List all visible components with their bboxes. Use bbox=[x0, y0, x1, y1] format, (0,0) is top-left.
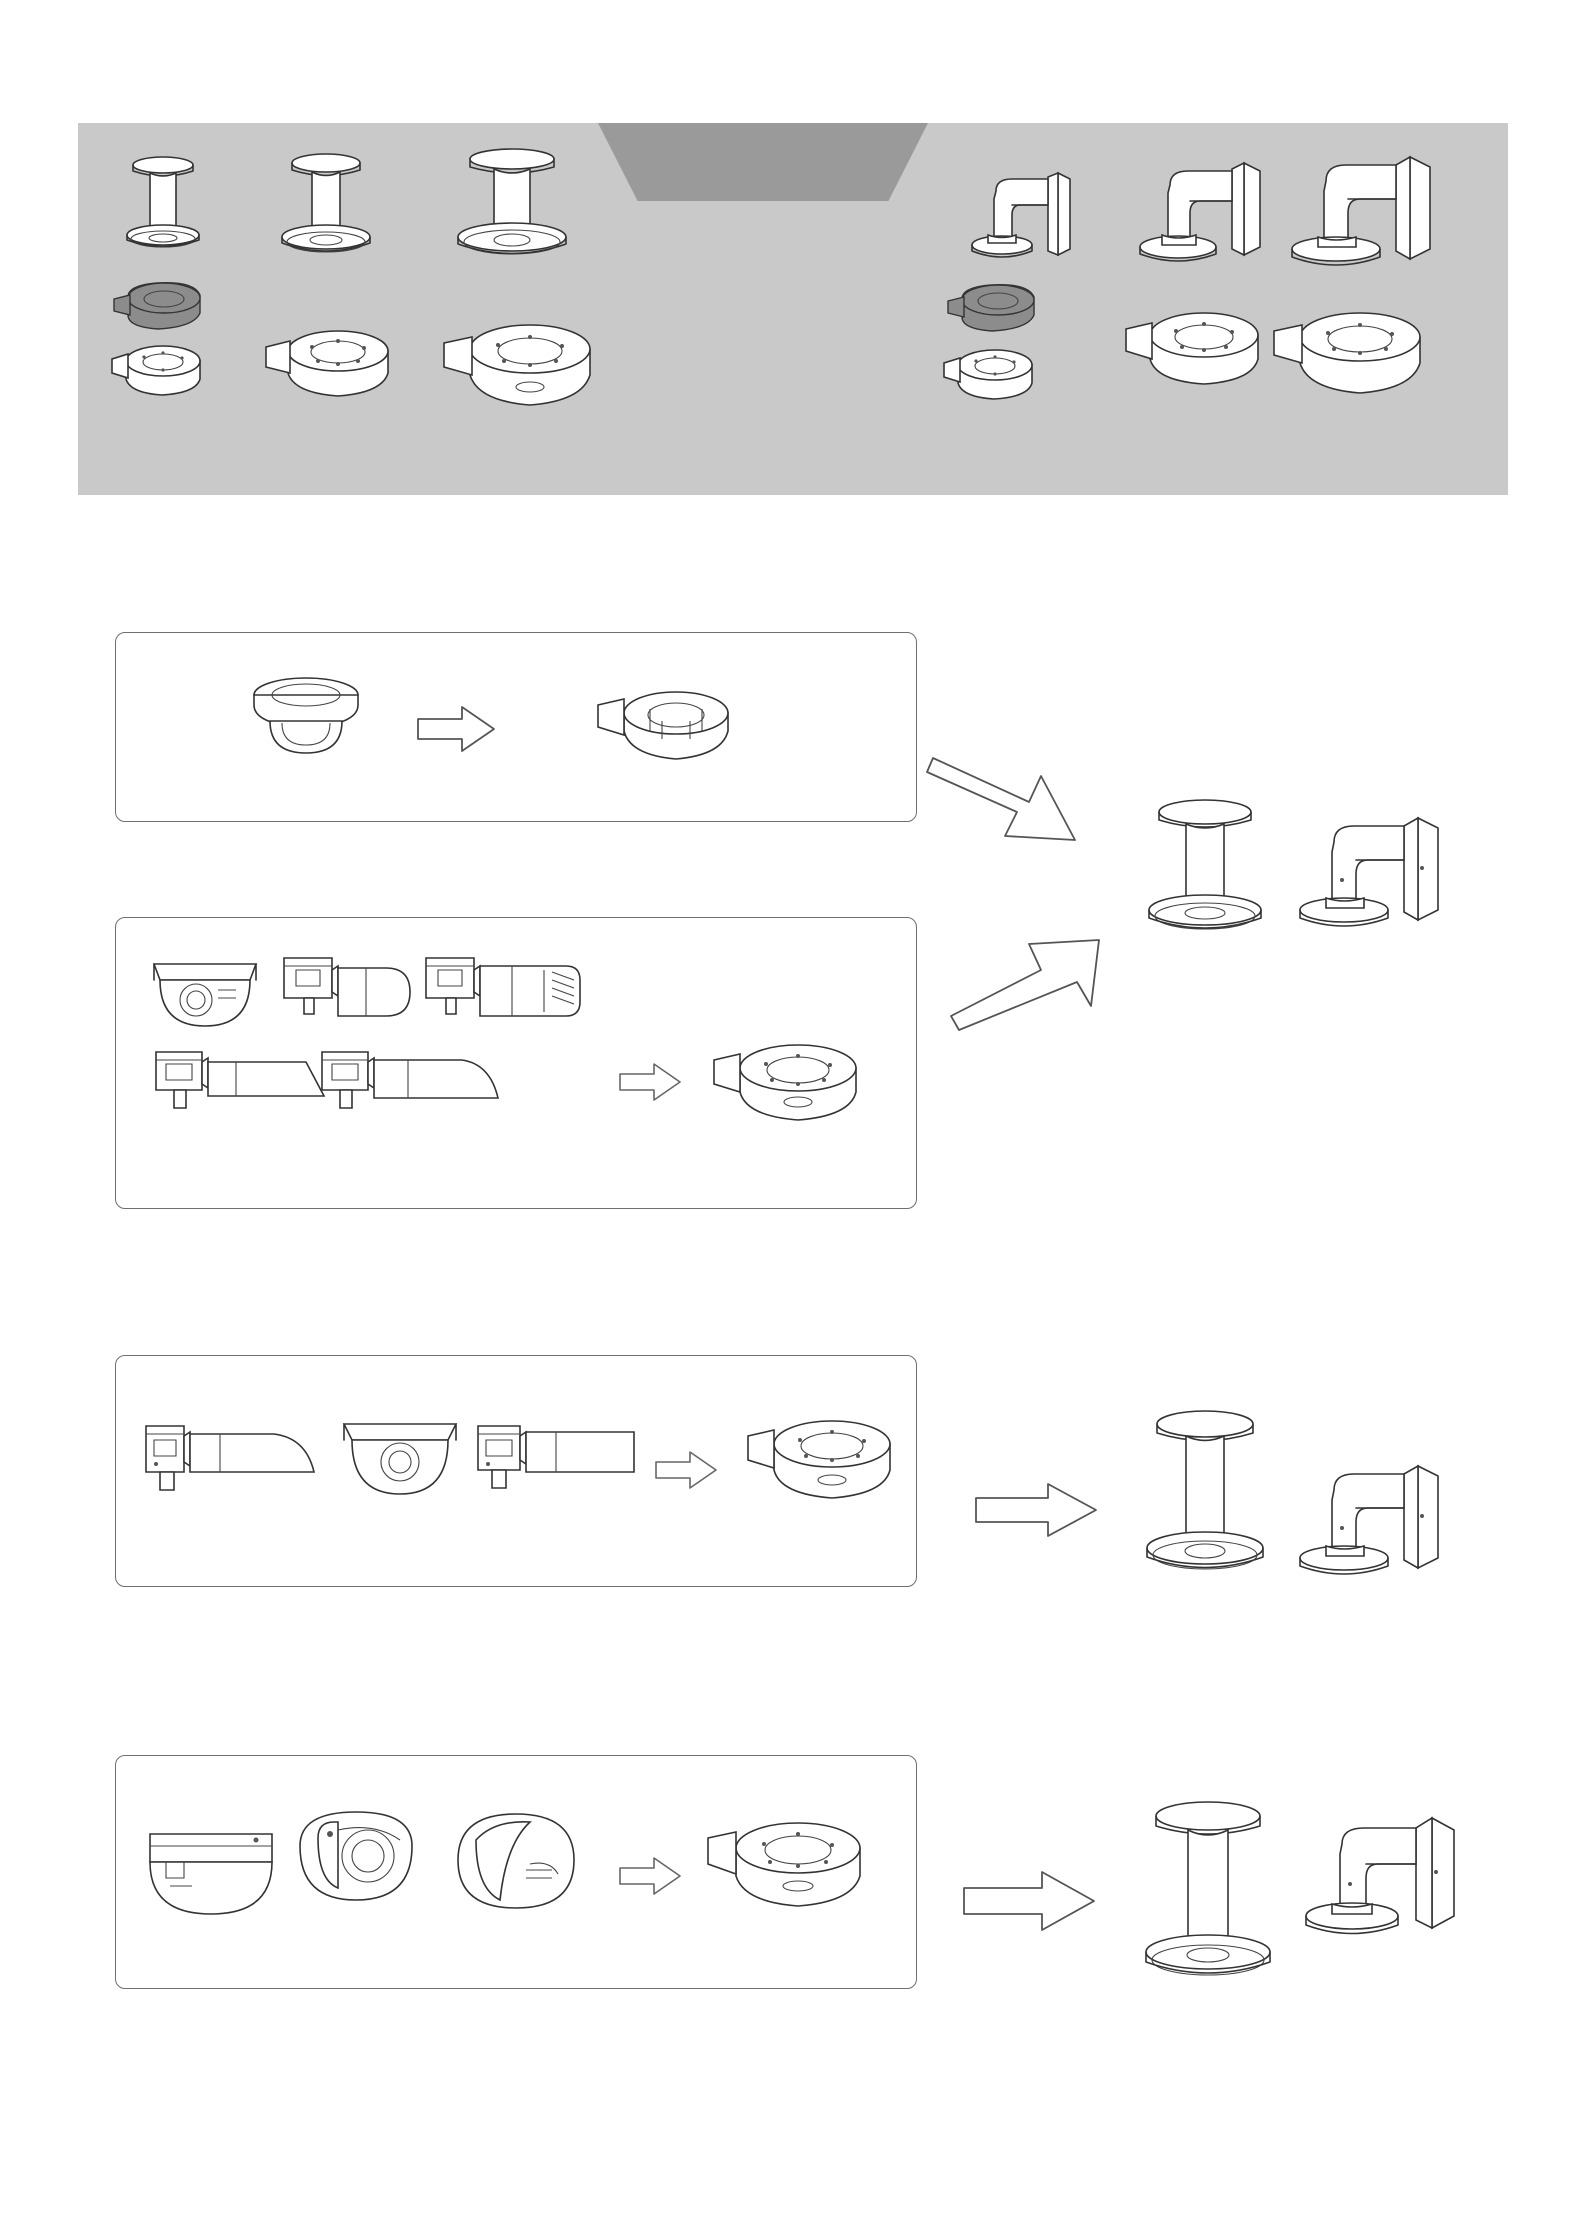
camera-dome-bracket bbox=[330, 1404, 470, 1514]
junction-box-small-angled bbox=[106, 275, 216, 345]
arrow-to-mounts-up-right-2 bbox=[945, 920, 1125, 1040]
wall-mount-large bbox=[1274, 149, 1454, 279]
arrow-to-mounts-down-right-1 bbox=[925, 740, 1105, 860]
arrow-to-junction-box-4 bbox=[616, 1854, 686, 1898]
junction-box-small-angled-2 bbox=[940, 277, 1050, 347]
camera-mini-dome bbox=[226, 661, 386, 771]
pendant-mount-medium-row3 bbox=[1120, 1400, 1290, 1610]
panel-bullet-and-dome bbox=[115, 1355, 917, 1587]
camera-bullet-box-2 bbox=[468, 1410, 648, 1520]
camera-bullet-box bbox=[416, 940, 596, 1040]
arrow-to-junction-box-2 bbox=[616, 1060, 686, 1104]
arrow-to-junction-box-1 bbox=[414, 703, 500, 755]
camera-bullet-round bbox=[274, 940, 424, 1040]
junction-box-medium bbox=[258, 319, 408, 409]
panel-dome-cameras bbox=[115, 1755, 917, 1989]
junction-box-medium-result bbox=[702, 1028, 882, 1138]
arrow-to-junction-box-3 bbox=[652, 1448, 722, 1492]
junction-box-small-2 bbox=[936, 341, 1046, 409]
panel-bullet-cameras bbox=[115, 917, 917, 1209]
camera-bullet-curved bbox=[312, 1036, 512, 1146]
junction-box-large bbox=[436, 311, 616, 421]
junction-box-medium-2 bbox=[1118, 301, 1278, 401]
wall-mount-small-row1 bbox=[1282, 810, 1462, 940]
wall-mount-medium-row3 bbox=[1282, 1458, 1462, 1588]
panel-mini-dome bbox=[115, 632, 917, 822]
pendant-mount-small bbox=[98, 143, 228, 283]
junction-box-large-result bbox=[696, 1802, 886, 1932]
camera-flat-dome bbox=[136, 1816, 286, 1926]
pendant-mount-large bbox=[432, 141, 592, 291]
arrow-to-mounts-right-4 bbox=[960, 1868, 1100, 1934]
wall-mount-medium bbox=[1120, 155, 1280, 275]
pendant-mount-small-row1 bbox=[1120, 790, 1290, 970]
wall-mount-small bbox=[950, 165, 1090, 275]
camera-turret-dome bbox=[434, 1804, 594, 1924]
banner-notch bbox=[598, 123, 928, 201]
pendant-mount-medium bbox=[256, 145, 396, 285]
junction-box-large-2 bbox=[1266, 299, 1446, 409]
junction-box-small-result bbox=[584, 669, 754, 779]
camera-vandal-dome bbox=[140, 946, 270, 1036]
pendant-mount-large-row4 bbox=[1118, 1790, 1298, 2020]
junction-box-medium-result-2 bbox=[736, 1402, 916, 1522]
camera-bullet-curved-2 bbox=[134, 1412, 324, 1522]
accessory-overview-banner bbox=[78, 123, 1508, 495]
junction-box-small bbox=[104, 337, 214, 405]
arrow-to-mounts-right-3 bbox=[972, 1480, 1102, 1540]
wall-mount-large-row4 bbox=[1290, 1810, 1480, 1950]
camera-ptz-dome bbox=[284, 1804, 434, 1924]
